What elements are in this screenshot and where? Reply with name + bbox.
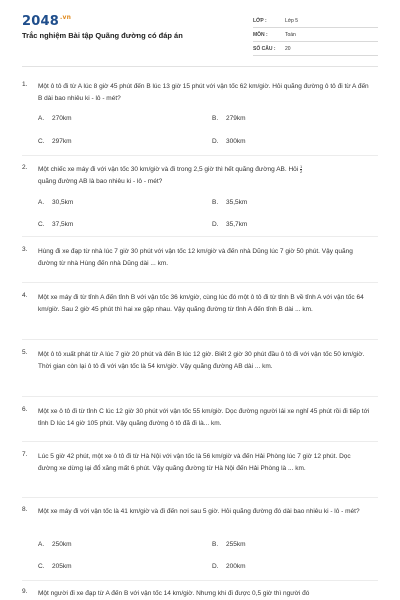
question-number: 6. bbox=[22, 406, 28, 413]
question-text: Một xe máy đi với vận tốc là 41 km/giờ và đi đến nơi sau 5 giờ. Hỏi quãng đường đó dài bao nhiêu ki - lô - mét? bbox=[38, 508, 360, 515]
option-key: B. bbox=[212, 115, 219, 122]
option-a[interactable] bbox=[38, 541, 72, 548]
option-key: D. bbox=[212, 138, 219, 145]
option-text: 300km bbox=[226, 138, 246, 145]
question-1-options bbox=[0, 115, 400, 159]
option-key: B. bbox=[212, 541, 219, 548]
option-text: 35,7km bbox=[226, 221, 248, 228]
meta-value: Toán bbox=[285, 32, 296, 38]
question-number: 4. bbox=[22, 292, 28, 299]
question-number: 9. bbox=[22, 588, 28, 595]
question-text: Một xe máy đi từ tỉnh A đến tỉnh B với vận tốc 36 km/giờ, cùng lúc đó một ô tô đi từ tỉnh B về tỉnh A với vận tốc 64 km/giờ. Sau 2 giờ 45 phút thì hai xe gặp nhau. Vậy quãng đường từ tỉnh A đến tỉnh B dài ... km. bbox=[38, 294, 364, 313]
meta-value: 20 bbox=[285, 46, 291, 52]
meta-label: SỐ CÂU : bbox=[253, 46, 276, 52]
question-number: 1. bbox=[22, 81, 28, 88]
option-text: 250km bbox=[52, 541, 72, 548]
option-text: 297km bbox=[52, 138, 72, 145]
fraction-numerator: 1 bbox=[300, 163, 303, 169]
option-b[interactable] bbox=[212, 115, 246, 122]
option-text: 37,5km bbox=[52, 221, 74, 228]
option-text: 255km bbox=[226, 541, 246, 548]
meta-value: Lớp 5 bbox=[285, 18, 299, 24]
option-key: D. bbox=[212, 563, 219, 570]
option-key: B. bbox=[212, 199, 219, 206]
option-text: 30,5km bbox=[52, 199, 74, 206]
option-c[interactable] bbox=[38, 221, 73, 228]
question-8-options bbox=[0, 541, 400, 585]
option-text: 205km bbox=[52, 563, 72, 570]
question-text: Lúc 5 giờ 42 phút, một xe ô tô đi từ Hà Nội với vận tốc là 56 km/giờ và đến Hải Phòng lúc 7 giờ 12 phút. Dọc đường xe dừng lại đổ xăng mất 6 phút. Vậy quãng đường từ Hà Nội đến Hải Phòng là ... km. bbox=[38, 453, 351, 472]
question-divider bbox=[22, 580, 378, 581]
option-d[interactable] bbox=[212, 221, 247, 228]
question-text: Hùng đi xe đạp từ nhà lúc 7 giờ 30 phút với vận tốc 12 km/giờ và đến nhà Dũng lúc 7 giờ 50 phút. Vậy quãng đường từ nhà Hùng đến nhà Dũng dài ... km. bbox=[38, 248, 353, 267]
option-key: C. bbox=[38, 563, 45, 570]
option-c[interactable] bbox=[38, 563, 72, 570]
question-text-part: quãng đường AB là bao nhiêu ki - lô - mét? bbox=[38, 178, 163, 185]
option-key: C. bbox=[38, 221, 45, 228]
question-divider bbox=[22, 497, 378, 498]
question-number: 7. bbox=[22, 451, 28, 458]
question-text: Một ô tô xuất phát từ A lúc 7 giờ 20 phút và đến B lúc 12 giờ. Biết 2 giờ 30 phút đầu ô tô đi với vận tốc 50 km/giờ. Thời gian còn lại ô tô đi với vận tốc là 54 km/giờ. Vậy quãng đường AB dài ... km. bbox=[38, 351, 365, 370]
question-divider bbox=[22, 236, 378, 237]
option-key: A. bbox=[38, 541, 45, 548]
question-number: 2. bbox=[22, 164, 28, 171]
option-key: D. bbox=[212, 221, 219, 228]
option-text: 35,5km bbox=[226, 199, 248, 206]
question-number: 8. bbox=[22, 506, 28, 513]
question-divider bbox=[22, 396, 378, 397]
question-text bbox=[38, 164, 370, 188]
question-divider bbox=[22, 155, 378, 156]
page-title: Trắc nghiệm Bài tập Quãng đường có đáp án bbox=[22, 31, 183, 40]
option-c[interactable] bbox=[38, 138, 72, 145]
fraction bbox=[300, 165, 302, 174]
option-d[interactable] bbox=[212, 138, 246, 145]
option-text: 279km bbox=[226, 115, 246, 122]
logo-text: 2048 bbox=[22, 14, 59, 29]
option-a[interactable] bbox=[38, 199, 73, 206]
question-divider bbox=[22, 339, 378, 340]
option-text: 200km bbox=[226, 563, 246, 570]
fraction-denominator: 2 bbox=[300, 168, 303, 174]
question-divider bbox=[22, 282, 378, 283]
question-number: 5. bbox=[22, 349, 28, 356]
option-key: A. bbox=[38, 199, 45, 206]
logo-suffix: .vn bbox=[59, 14, 72, 21]
option-key: C. bbox=[38, 138, 45, 145]
option-b[interactable] bbox=[212, 541, 246, 548]
meta-label: MÔN : bbox=[253, 32, 268, 38]
option-d[interactable] bbox=[212, 563, 246, 570]
option-text: 270km bbox=[52, 115, 72, 122]
option-a[interactable] bbox=[38, 115, 72, 122]
option-b[interactable] bbox=[212, 199, 247, 206]
question-text: Một người đi xe đạp từ A đến B với vận tốc 14 km/giờ. Nhưng khi đi được 0,5 giờ thì người đó bbox=[38, 590, 310, 597]
question-text: Một xe ô tô đi từ tỉnh C lúc 12 giờ 30 phút với vận tốc 55 km/giờ. Dọc đường người lái xe nghỉ 45 phút rồi đi tiếp tới tỉnh D lúc 14 giờ 105 phút. Vậy quãng đường ô tô đã đi là... km. bbox=[38, 408, 370, 427]
question-text: Một ô tô đi từ A lúc 8 giờ 45 phút đến B lúc 13 giờ 15 phút với vận tốc 62 km/giờ. Hỏi quãng đường ô tô đi từ A đến B dài bao nhiêu ki - lô - mét? bbox=[38, 83, 369, 102]
question-text-part: Một chiếc xe máy đi với vận tốc 30 km/giờ và đi trong 2,5 giờ thì hết quãng đường AB. Hỏi bbox=[38, 166, 299, 173]
meta-label: LỚP : bbox=[253, 18, 267, 24]
question-number: 3. bbox=[22, 246, 28, 253]
option-key: A. bbox=[38, 115, 45, 122]
question-divider bbox=[22, 441, 378, 442]
